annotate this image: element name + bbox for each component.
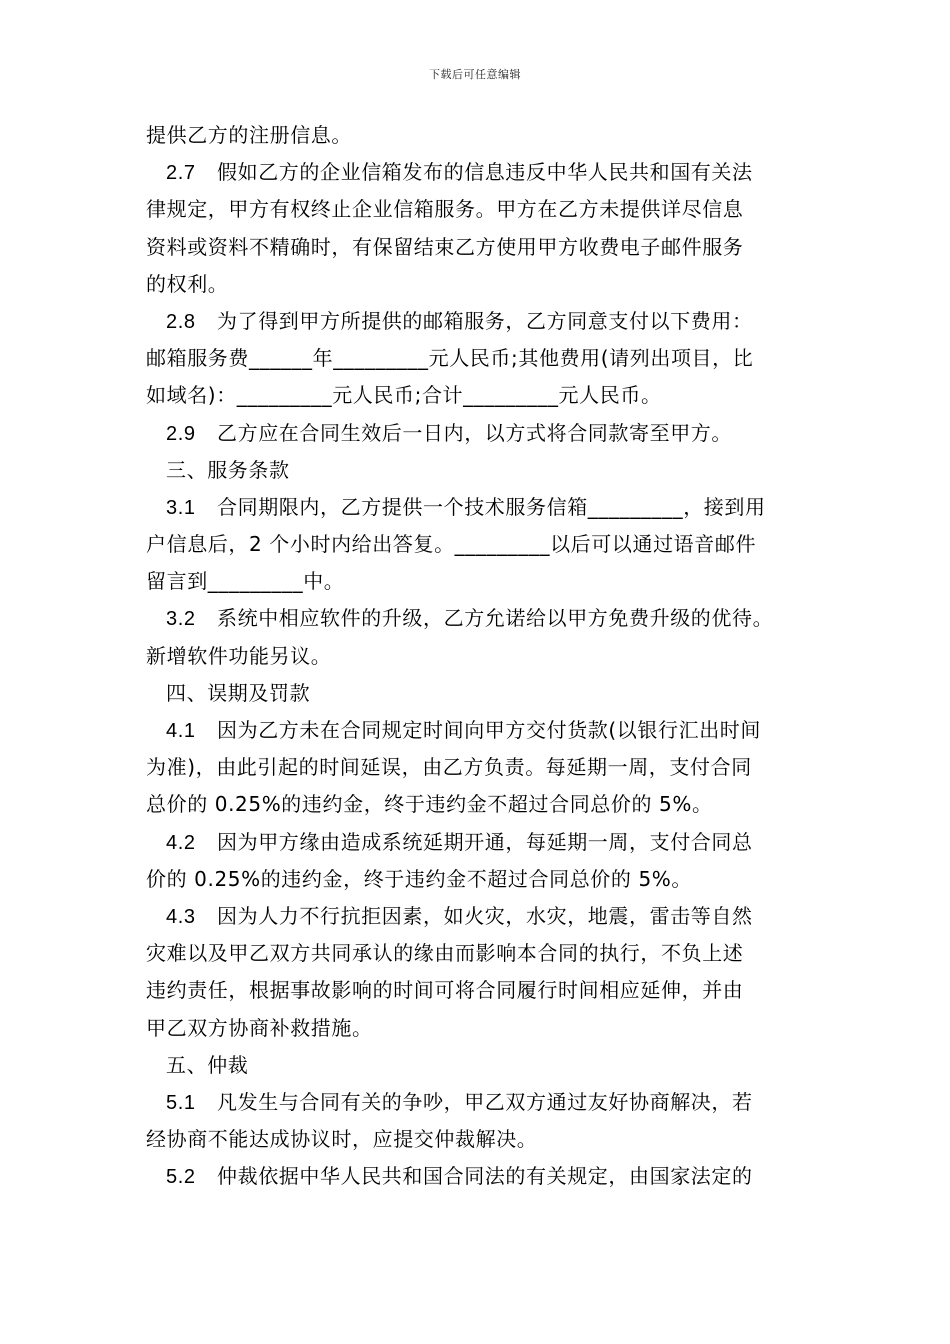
text-line — [146, 786, 811, 823]
line-text: 经协商不能达成协议时，应提交仲裁解决。 — [146, 1127, 538, 1152]
clause-number: 3.1 — [166, 496, 196, 519]
line-text: 三、服务条款 — [166, 457, 290, 482]
text-line — [146, 340, 811, 377]
line-text: 凡发生与合同有关的争吵，甲乙双方通过友好协商解决，若 — [217, 1089, 753, 1114]
clause-line — [146, 303, 811, 340]
clause-number: 4.3 — [166, 905, 196, 928]
clause-line — [146, 489, 811, 526]
line-text: 仲裁依据中华人民共和国合同法的有关规定，由国家法定的 — [217, 1164, 753, 1189]
line-text: 因为乙方未在合同规定时间向甲方交付货款(以银行汇出时间 — [217, 718, 762, 742]
line-text: 价的 0.25%的违约金，终于违约金不超过合同总价的 5%。 — [146, 866, 692, 891]
line-text: 新增软件功能另议。 — [146, 643, 332, 668]
clause-line — [146, 898, 811, 935]
line-text: 合同期限内，乙方提供一个技术服务信箱_________，接到用 — [217, 494, 766, 519]
clause-line — [146, 1158, 811, 1195]
text-line — [146, 563, 811, 600]
text-line — [146, 266, 811, 303]
line-text: 为准)，由此引起的时间延误，由乙方负责。每延期一周，支付合同 — [146, 755, 752, 780]
clause-line — [146, 1084, 811, 1121]
text-line — [146, 1010, 811, 1047]
text-line — [146, 452, 811, 489]
clause-line — [146, 154, 811, 191]
line-text: 总价的 0.25%的违约金，终于违约金不超过合同总价的 5%。 — [146, 792, 713, 817]
text-line — [146, 972, 811, 1009]
line-text: 为了得到甲方所提供的邮箱服务，乙方同意支付以下费用： — [217, 308, 753, 333]
page-header-note: 下载后可任意编辑 — [429, 68, 521, 81]
text-line — [146, 638, 811, 675]
text-line — [146, 117, 811, 154]
clause-line — [146, 600, 811, 637]
line-text: 邮箱服务费______年_________元人民币;其他费用(请列出项目，比 — [146, 346, 754, 371]
text-line — [146, 749, 811, 786]
line-text: 五、仲裁 — [166, 1052, 249, 1077]
clause-line — [146, 824, 811, 861]
document-body — [146, 117, 811, 1195]
text-line — [146, 1047, 811, 1084]
line-text: 留言到_________中。 — [146, 569, 345, 594]
text-line — [146, 377, 811, 414]
clause-number: 2.7 — [166, 162, 196, 185]
text-line — [146, 191, 811, 228]
line-text: 假如乙方的企业信箱发布的信息违反中华人民共和国有关法 — [217, 160, 753, 185]
line-text: 资料或资料不精确时，有保留结束乙方使用甲方收费电子邮件服务 — [146, 234, 744, 259]
line-text: 违约责任，根据事故影响的时间可将合同履行时间相应延伸，并由 — [146, 978, 744, 1003]
line-text: 律规定，甲方有权终止企业信箱服务。甲方在乙方未提供详尽信息 — [146, 197, 744, 222]
line-text: 因为人力不行抗拒因素，如火灾，水灾，地震，雷击等自然 — [217, 903, 753, 928]
line-text: 因为甲方缘由造成系统延期开通，每延期一周，支付合同总 — [217, 829, 753, 854]
line-text: 如域名)：_________元人民币;合计_________元人民币。 — [146, 383, 662, 408]
clause-number: 3.2 — [166, 608, 196, 631]
text-line — [146, 229, 811, 266]
clause-line — [146, 712, 811, 749]
line-text: 乙方应在合同生效后一日内，以方式将合同款寄至甲方。 — [217, 420, 732, 445]
clause-number: 5.1 — [166, 1091, 196, 1114]
clause-number: 4.1 — [166, 720, 196, 742]
text-line — [146, 675, 811, 712]
line-text: 户信息后，2 个小时内给出答复。_________以后可以通过语音邮件 — [146, 532, 757, 557]
line-text: 四、误期及罚款 — [166, 680, 311, 705]
line-text: 甲乙双方协商补救措施。 — [146, 1015, 373, 1040]
line-text: 系统中相应软件的升级，乙方允诺给以甲方免费升级的优待。 — [217, 606, 774, 631]
line-text: 提供乙方的注册信息。 — [146, 123, 352, 147]
text-line — [146, 1121, 811, 1158]
text-line — [146, 935, 811, 972]
clause-number: 2.8 — [166, 310, 196, 333]
line-text: 灾难以及甲乙双方共同承认的缘由而影响本合同的执行，不负上述 — [146, 941, 744, 966]
line-text: 的权利。 — [146, 271, 229, 296]
text-line — [146, 861, 811, 898]
clause-number: 4.2 — [166, 831, 196, 854]
clause-number: 2.9 — [166, 422, 196, 445]
clause-line — [146, 415, 811, 452]
text-line — [146, 526, 811, 563]
clause-number: 5.2 — [166, 1166, 196, 1189]
